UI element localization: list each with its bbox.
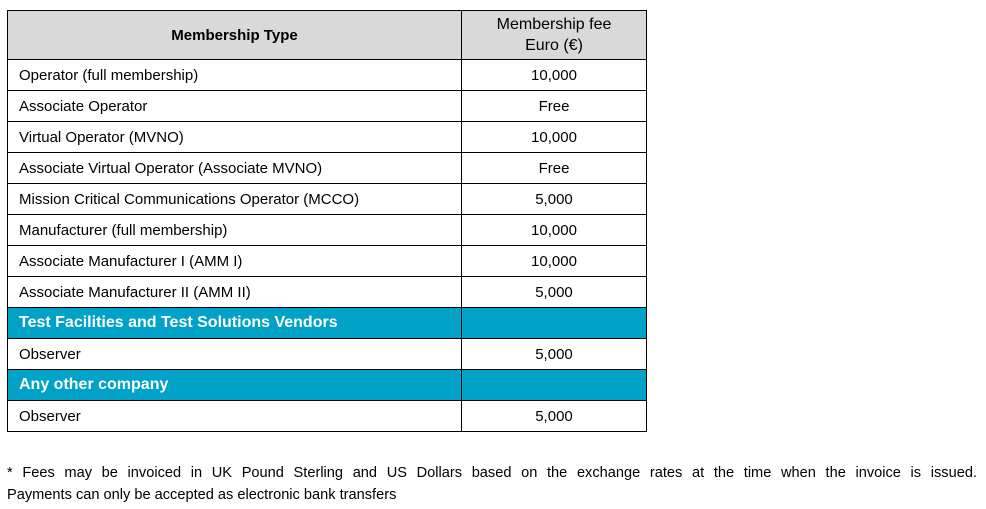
table-row bbox=[8, 91, 647, 122]
row-label: Operator (full membership) bbox=[8, 60, 462, 91]
row-label: Associate Operator bbox=[8, 91, 462, 122]
section-title: Test Facilities and Test Solutions Vendors bbox=[8, 308, 462, 339]
section-empty-cell bbox=[462, 370, 647, 401]
row-fee: 10,000 bbox=[462, 246, 647, 277]
row-label: Observer bbox=[8, 339, 462, 370]
row-fee: 10,000 bbox=[462, 60, 647, 91]
section-title: Any other company bbox=[8, 370, 462, 401]
membership-fee-table bbox=[7, 10, 647, 432]
table-header-row bbox=[8, 11, 647, 60]
row-fee: 5,000 bbox=[462, 184, 647, 215]
row-fee: 5,000 bbox=[462, 339, 647, 370]
table-row bbox=[8, 153, 647, 184]
row-fee: 5,000 bbox=[462, 277, 647, 308]
table-row bbox=[8, 277, 647, 308]
fee-footnote bbox=[7, 462, 977, 506]
fee-header-line2: Euro (€) bbox=[525, 37, 583, 54]
table-row bbox=[8, 339, 647, 370]
section-header-other-company bbox=[8, 370, 647, 401]
section-header-test-vendors bbox=[8, 308, 647, 339]
row-fee: 10,000 bbox=[462, 122, 647, 153]
row-fee: Free bbox=[462, 91, 647, 122]
row-label: Manufacturer (full membership) bbox=[8, 215, 462, 246]
table-row bbox=[8, 60, 647, 91]
footnote-line2: Payments can only be accepted as electronic bank transfers bbox=[7, 487, 397, 503]
membership-fee-header bbox=[462, 11, 647, 60]
row-fee: 5,000 bbox=[462, 401, 647, 432]
row-label: Associate Virtual Operator (Associate MVNO) bbox=[8, 153, 462, 184]
row-fee: Free bbox=[462, 153, 647, 184]
row-fee: 10,000 bbox=[462, 215, 647, 246]
section-empty-cell bbox=[462, 308, 647, 339]
table-row bbox=[8, 184, 647, 215]
row-label: Associate Manufacturer I (AMM I) bbox=[8, 246, 462, 277]
fee-header-line1: Membership fee bbox=[496, 16, 612, 33]
table-row bbox=[8, 401, 647, 432]
table-row bbox=[8, 246, 647, 277]
row-label: Mission Critical Communications Operator (MCCO) bbox=[8, 184, 462, 215]
table-row bbox=[8, 215, 647, 246]
row-label: Virtual Operator (MVNO) bbox=[8, 122, 462, 153]
table-row bbox=[8, 122, 647, 153]
membership-type-header: Membership Type bbox=[8, 11, 462, 60]
row-label: Observer bbox=[8, 401, 462, 432]
footnote-line1: * Fees may be invoiced in UK Pound Sterling and US Dollars based on the exchange rates at the time when the invoice is issued. bbox=[7, 465, 977, 481]
row-label: Associate Manufacturer II (AMM II) bbox=[8, 277, 462, 308]
